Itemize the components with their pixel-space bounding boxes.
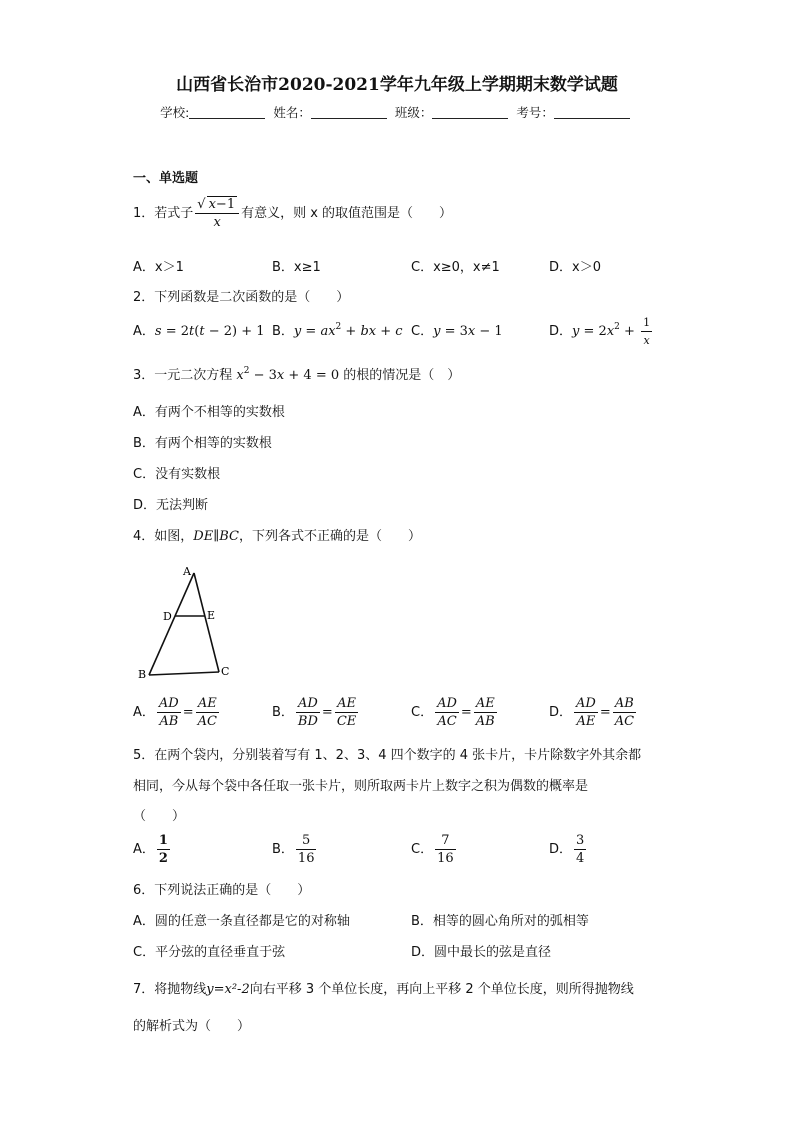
page-title: 山西省长治市2020-2021学年九年级上学期期末数学试题 [176,75,618,95]
q3-option-b[interactable]: B．有两个相等的实数根 [133,436,272,451]
class-field[interactable] [432,106,508,119]
q2-label-b: B． [272,324,294,339]
vertex-c-label: C [221,665,230,678]
vertex-a-label: A [183,565,191,578]
q4-math: DE∥BC [193,529,239,544]
q4-label-d: D． [549,705,573,720]
q2-option-a[interactable]: A．s = 2t(t − 2) + 1 [133,324,265,339]
side-ac [194,573,219,672]
name-label: 姓名： [273,105,311,120]
q1-prefix: 1．若式子 [133,206,194,221]
triangle-figure [130,560,250,685]
q1-option-c[interactable]: C．x≥0，x≠1 [411,260,500,275]
section-heading: 一、单选题 [133,171,199,186]
q2-label-a: A． [133,324,155,339]
id-field[interactable] [554,106,630,119]
q7-math: y=x²-2 [206,982,250,997]
q4-option-b[interactable]: B． $\frac{AD}{BD}$ = $\frac{AE}{CE}$ [272,696,357,729]
side-ab [149,573,194,675]
question-2-stem: 2．下列函数是二次函数的是（ ） [133,290,350,305]
q3-suffix: 的根的情况是（ ） [343,368,461,383]
class-label: 班级： [394,105,433,120]
q2-label-c: C． [411,324,434,339]
question-5-line-2: 相同，今从每个袋中各任取一张卡片，则所取两卡片上数字之积为偶数的概率是 [133,779,589,794]
q4-option-d[interactable]: D． $\frac{AD}{AE}$ = $\frac{AB}{AC}$ [549,696,635,729]
question-6-stem: 6．下列说法正确的是（ ） [133,883,311,898]
q1-suffix: 有意义，则 x 的取值范围是（ ） [241,206,453,221]
student-info-line [0,103,794,121]
q4-label-a: A． [133,705,155,720]
q1-option-b[interactable]: B．x≥1 [272,260,321,275]
q4-suffix: ，下列各式不正确的是（ ） [238,529,421,544]
q1-option-a[interactable]: A．x＞1 [133,260,184,275]
side-bc [149,672,219,675]
q4-option-a[interactable]: A． $\frac{AD}{AB}$ = $\frac{AE}{AC}$ [133,696,217,729]
q5-label-c: C． [411,842,434,857]
question-5-line-1: 5．在两个袋内，分别装着写有 1、2、3、4 四个数字的 4 张卡片，卡片除数字外其余都 [133,748,642,763]
id-label: 考号： [516,105,554,120]
school-label: 学校: [160,105,190,120]
q3-prefix: 3．一元二次方程 [133,368,233,383]
q5-label-d: D． [549,842,573,857]
q6-option-c[interactable]: C．平分弦的直径垂直于弦 [133,945,286,960]
q2-option-d[interactable]: D．$y = 2x^2$ + $\frac{1}{x}$ [549,316,651,347]
vertex-d-label: D [163,610,172,623]
q4-label-b: B． [272,705,294,720]
q2-option-b[interactable]: B．$y = ax^2$ + bx + c [272,322,403,339]
question-4-stem [133,525,421,544]
question-7-line-2: 的解析式为（ ） [133,1019,251,1034]
q6-option-a[interactable]: A．圆的任意一条直径都是它的对称轴 [133,914,350,929]
q7-suffix: 向右平移 3 个单位长度，再向上平移 2 个单位长度，则所得抛物线 [249,982,634,997]
q1-fraction: $\frac{√ x-1}{x}$ [195,196,239,231]
school-field[interactable] [189,106,265,119]
q5-label-a: A． [133,842,155,857]
question-5-line-3: （ ） [133,809,186,824]
vertex-b-label: B [138,668,147,681]
question-7-stem [133,978,634,997]
q2-option-c[interactable]: C．y = 3x − 1 [411,324,503,339]
q4-label-c: C． [411,705,434,720]
q4-option-c[interactable]: C． $\frac{AD}{AC}$ = $\frac{AE}{AB}$ [411,696,495,729]
q2-label-d: D． [549,324,573,339]
q6-option-d[interactable]: D．圆中最长的弦是直径 [411,945,552,960]
question-1-stem [133,196,452,231]
q5-option-c[interactable]: C． $\frac{7}{16}$ [411,833,454,866]
q5-option-a[interactable]: A． $\frac{1}{2}$ [133,833,168,866]
q4-prefix: 4．如图， [133,529,194,544]
q3-option-d[interactable]: D．无法判断 [133,498,209,513]
q3-option-a[interactable]: A．有两个不相等的实数根 [133,405,285,420]
q7-prefix: 7．将抛物线 [133,982,207,997]
vertex-e-label: E [207,609,216,622]
q1-option-d[interactable]: D．x＞0 [549,260,601,275]
q6-option-b[interactable]: B．相等的圆心角所对的弧相等 [411,914,589,929]
name-field[interactable] [311,106,387,119]
question-3-stem: 3．一元二次方程 $x^2 - 3x + 4 = 0$ 的根的情况是（ ） [133,366,461,383]
q5-label-b: B． [272,842,294,857]
q5-option-d[interactable]: D． $\frac{3}{4}$ [549,833,585,866]
q3-option-c[interactable]: C．没有实数根 [133,467,221,482]
q5-option-b[interactable]: B． $\frac{5}{16}$ [272,833,315,866]
